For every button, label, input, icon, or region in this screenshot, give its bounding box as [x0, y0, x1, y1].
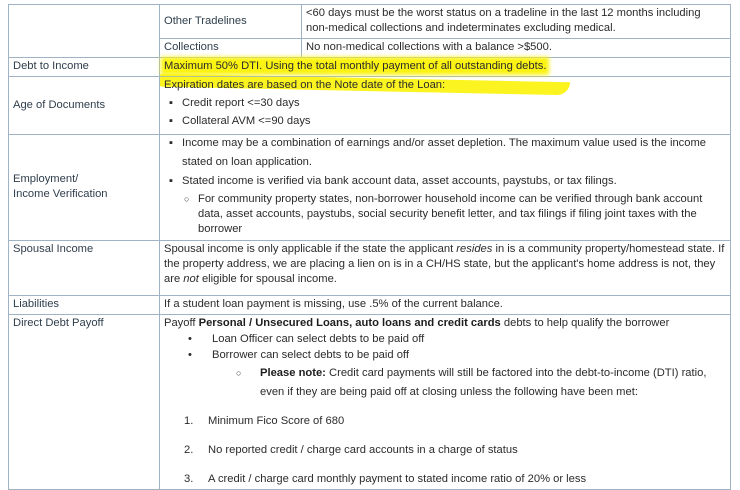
age-bullet-list	[164, 96, 726, 129]
direct-debt-payoff-label: Direct Debt Payoff	[9, 315, 160, 490]
circle-bullet-icon: ○	[184, 194, 190, 204]
list-item: ▪ Collateral AVM <=90 days	[169, 115, 311, 127]
age-of-documents-value	[160, 77, 731, 135]
debt-to-income-value	[160, 58, 731, 77]
other-tradelines-value: <60 days must be the worst status on a tradeline in the last 12 months including non-medical collections and indeterminates excluding medical.	[302, 5, 731, 39]
table-row	[9, 241, 731, 296]
sub-list-item: ○ For community property states, non-borrower household income can be verified through bank account data, asset accounts, paystubs, social security benefit letter, and tax filings if filing joint taxes with the borrower	[184, 193, 703, 235]
list-item: ▪ Income may be a combination of earnings and/or asset depletion. The maximum value used is the income stated on loan application.	[182, 134, 726, 172]
please-note-item: ○ Please note: Credit card payments will still be factored into the debt-to-income (DTI) ratio, even if they are being paid off at closing unless the following have been met:	[164, 364, 726, 402]
age-intro: Expiration dates are based on the Note date of the Loan:	[164, 79, 446, 91]
numbered-item: 1. Minimum Fico Score of 680	[184, 415, 345, 427]
collections-value: No non-medical collections with a balance >$500.	[302, 39, 731, 58]
table-row	[9, 77, 731, 135]
dot-bullet-icon: •	[188, 333, 192, 345]
square-bullet-icon: ▪	[169, 115, 173, 127]
list-item: ▪ Credit report <=30 days	[169, 97, 300, 109]
table-row	[9, 58, 731, 77]
collections-label: Collections	[160, 39, 302, 58]
debt-to-income-label: Debt to Income	[9, 58, 160, 77]
table-row	[9, 5, 731, 39]
liabilities-value: If a student loan payment is missing, use .5% of the current balance.	[160, 296, 731, 315]
payoff-intro: Payoff Personal / Unsecured Loans, auto loans and credit cards debts to help qualify the borrower	[164, 317, 670, 329]
spousal-income-label: Spousal Income	[9, 241, 160, 296]
liabilities-label: Liabilities	[9, 296, 160, 315]
table-row	[9, 135, 731, 241]
highlighted-text: Maximum 50% DTI. Using the total monthly payment of all outstanding debts.	[164, 60, 547, 72]
empty-cell	[9, 5, 160, 58]
employment-bullet-list	[164, 134, 726, 191]
dot-bullet-icon: •	[188, 349, 192, 361]
direct-debt-payoff-value	[160, 315, 731, 490]
age-of-documents-label: Age of Documents	[9, 77, 160, 135]
numbered-item: 2. No reported credit / charge card accounts in a charge of status	[184, 444, 518, 456]
numbered-item: 3. A credit / charge card monthly payment to stated income ratio of 20% or less	[184, 473, 587, 485]
circle-bullet-icon: ○	[236, 368, 242, 378]
other-tradelines-label: Other Tradelines	[160, 5, 302, 39]
square-bullet-icon: ▪	[169, 137, 173, 149]
spousal-income-value: Spousal income is only applicable if the state the applicant resides in is a community property/homestead state. If the property address, we are placing a lien on is in a CH/HS state, but the applicant's home address is not, they are not eligible for spousal income.	[160, 241, 731, 296]
square-bullet-icon: ▪	[169, 97, 173, 109]
list-item: ▪ Stated income is verified via bank account data, asset accounts, paystubs, or tax filings.	[182, 172, 726, 191]
square-bullet-icon: ▪	[169, 175, 173, 187]
table-row	[9, 315, 731, 490]
employment-label: Employment/ Income Verification	[9, 135, 160, 241]
list-item: • Loan Officer can select debts to be paid off	[188, 333, 425, 345]
list-item: • Borrower can select debts to be paid off	[188, 349, 409, 361]
employment-value	[160, 135, 731, 241]
table-row	[9, 296, 731, 315]
guidelines-table	[8, 4, 731, 490]
